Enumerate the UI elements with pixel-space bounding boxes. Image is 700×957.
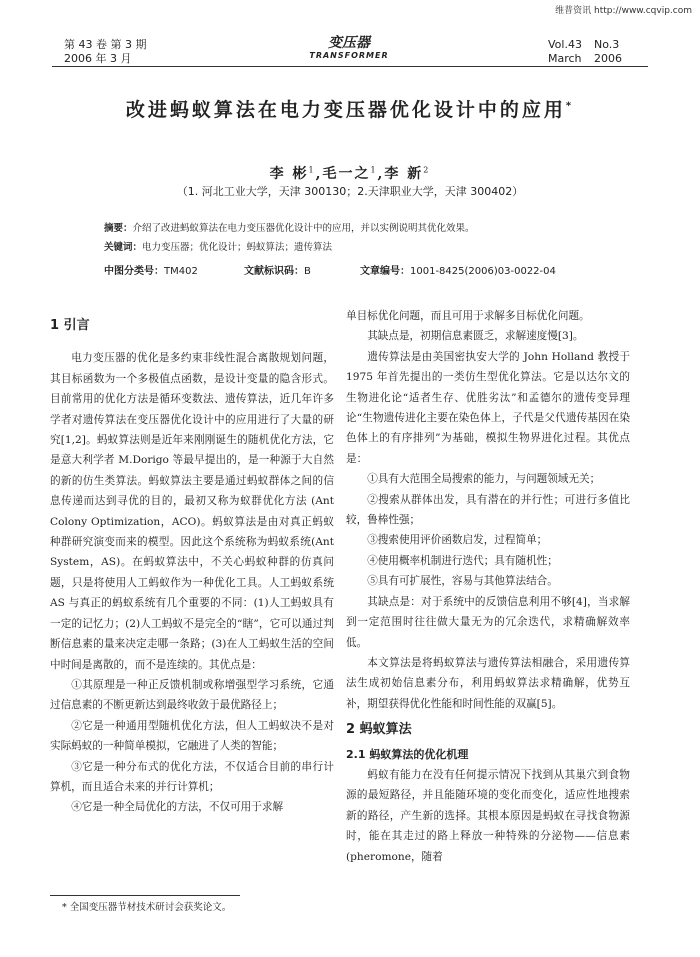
header-year-en: 2006: [594, 52, 622, 65]
body-paragraph: 遗传算法是由美国密执安大学的 John Holland 教授于 1975 年首先提出的一类仿生型优化算法。它是以达尔文的生物进化论“适者生存、优胜劣汰”和孟德尔的遗传变异理论“生物遗传进化主要在染色体上，子代是父代遗传基因在染色体上的有序排列”为基础，模拟生物界进化过程。其优点是：: [346, 350, 630, 465]
body-paragraph: ①其原理是一种正反馈机制或称增强型学习系统，它通过信息素的不断更新达到最终收敛于最优路径上；: [50, 678, 334, 712]
section-2-heading: 2 蚂蚁算法: [346, 722, 412, 738]
header-volume-en-block: [548, 38, 622, 66]
article-number: 文章编号：1001-8425(2006)03-0022-04: [360, 266, 556, 277]
section-2-1-heading: 2.1 蚂蚁算法的优化机理: [346, 747, 469, 761]
abstract: [104, 222, 664, 236]
keywords-label: 关键词：: [104, 242, 143, 253]
body-paragraph: 单目标优化问题，而且可用于求解多目标优化问题。: [346, 310, 590, 322]
author-affil-mark: 1: [370, 165, 378, 175]
body-paragraph: ③搜索使用评价函数启发，过程简单；: [367, 534, 548, 547]
body-paragraph: ③它是一种分布式的优化方法，不仅适合目前的串行计算机，而且适合未来的并行计算机；: [50, 760, 334, 793]
right-column: [346, 306, 630, 867]
body-paragraph: ②搜索从群体出发，具有潜在的并行性；可进行多值比较，鲁棒性强；: [346, 493, 630, 527]
body-paragraph: ①具有大范围全局搜索的能力，与问题领域无关；: [367, 473, 601, 486]
author-name: 李 彬: [269, 166, 309, 182]
header-no-en: No.3: [594, 38, 620, 51]
paper-title: [0, 95, 700, 122]
journal-name-en: TRANSFORMER: [309, 51, 389, 60]
author-list: 李 彬$^1$,毛一之$^1$,李 新$^2$: [269, 165, 431, 182]
body-paragraph: 蚂蚁有能力在没有任何提示情况下找到从其巢穴到食物源的最短路径，并且能随环境的变化而变化，适应性地搜索新的路径，产生新的选择。其根本原因是蚂蚁在寻找食物源时，能在其走过的路上释放一种特殊的分泌物——信息素(pheromone，随着: [346, 768, 630, 863]
footnote: * 全国变压器节材技术研讨会获奖论文。: [62, 902, 232, 913]
keywords-text: 电力变压器；优化设计；蚂蚁算法；遗传算法: [142, 242, 333, 253]
body-paragraph: 其缺点是，初期信息素匮乏，求解速度慢[3]。: [367, 330, 584, 343]
affiliation: （1. 河北工业大学，天津 300130；2.天津职业大学，天津 300402）: [176, 185, 524, 198]
clc-code: 中图分类号：TM402: [104, 266, 198, 277]
footnote-rule: [50, 895, 240, 896]
author-affil-mark: 1: [308, 165, 316, 175]
header-volume-block: [64, 38, 146, 66]
body-paragraph: 本文算法是将蚂蚁算法与遗传算法相融合，采用遗传算法生成初始信息素分布，利用蚂蚁算法求精确解，优势互补，期望获得优化性能和时间性能的双赢[5]。: [346, 656, 630, 710]
body-paragraph: 其缺点是：对于系统中的反馈信息利用不够[4]，当求解到一定范围时往往做大量无为的冗余迭代，求精确解效率低。: [346, 595, 630, 649]
body-paragraph: 电力变压器的优化是多约束非线性混合离散规划问题，其目标函数为一个多极值点函数，是设计变量的隐含形式。目前常用的优化方法是循环变数法、遗传算法，近几年许多学者对遗传算法在变压器优化设计中的应用进行了大量的研究[1,2]。蚂蚁算法则是近年来刚刚诞生的随机优化方法，它是意大利学者 M.Dorigo 等最早提出的，是一种源于大自然的新的仿生类算法。蚂蚁算法主要是通过蚂蚁群体之间的信息传递而达到寻优的目的，最初又称为蚁群优化方法 (Ant Colony Optimization，ACO)。蚂蚁算法是由对真正蚂蚁种群研究演变而来的模型。因此这个系统称为蚂蚁系统(Ant System，AS)。在蚂蚁算法中，不关心蚂蚁种群的仿真问题，只是将使用人工蚂蚁作为一种优化工具。人工蚂蚁系统 AS 与真正的蚂蚁系统有几个重要的不同：(1)人工蚂蚁具有一定的记忆力；(2)人工蚂蚁不是完全的“瞎”，它可以通过判断信息素的量来决定走哪一条路；(3)在人工蚂蚁生活的空间中时间是离散的，而不是连续的。其优点是：: [50, 352, 334, 671]
body-paragraph: ④它是一种全局优化的方法，不仅可用于求解: [71, 801, 284, 814]
body-paragraph: ②它是一种通用型随机优化方法，但人工蚂蚁决不是对实际蚂蚁的一种简单模拟，它融进了人类的智能；: [50, 719, 334, 753]
document-code: 文献标识码：B: [244, 266, 311, 277]
header-month-en: March: [548, 52, 582, 65]
title-footnote-mark: *: [565, 100, 575, 112]
author-affil-mark: 2: [423, 165, 431, 175]
abstract-text: 介绍了改进蚂蚁算法在电力变压器优化设计中的应用，并以实例说明其优化效果。: [132, 223, 475, 234]
left-column: [50, 316, 334, 818]
paper-title-text: 改进蚂蚁算法在电力变压器优化设计中的应用: [125, 99, 566, 121]
journal-name-cn: 变压器: [328, 35, 370, 51]
header-volume-cn: 第 43 卷 第 3 期: [64, 38, 147, 51]
watermark: 维普资讯 http://www.cqvip.com: [555, 6, 692, 16]
section-1-heading: 1 引言: [50, 318, 90, 333]
body-paragraph: ④使用概率机制进行迭代；具有随机性；: [367, 554, 558, 567]
header-rule: [52, 66, 648, 67]
abstract-label: 摘要：: [104, 223, 133, 234]
body-paragraph: ⑤具有可扩展性，容易与其他算法结合。: [367, 575, 558, 588]
author-name: 毛一之: [322, 166, 371, 182]
journal-logo: [294, 36, 404, 61]
author-name: 李 新: [384, 166, 424, 182]
header-date-cn: 2006 年 3 月: [64, 52, 132, 65]
header-vol-en: Vol.43: [548, 38, 582, 51]
keywords: [104, 241, 664, 255]
